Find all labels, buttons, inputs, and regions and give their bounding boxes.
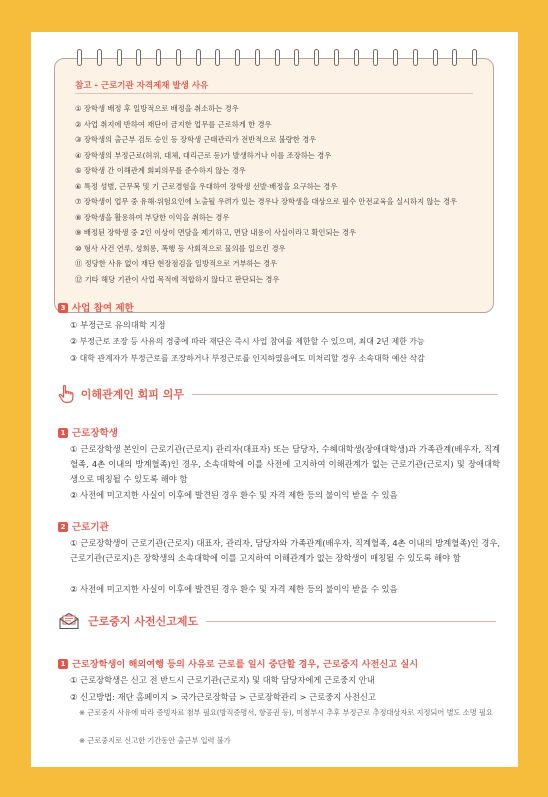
note-item: ⑫ 기타 해당 기관이 사업 목적에 적합하지 않다고 판단되는 경우 [75, 274, 280, 284]
binder-rings [77, 49, 477, 69]
binder-ring-icon [156, 49, 161, 66]
number-badge: 1 [58, 428, 68, 438]
suspend-section-title: 근로중지 사전신고제도 [88, 615, 199, 628]
binder-ring-icon [373, 49, 378, 66]
suspend-section-header [58, 612, 498, 630]
note-item: ⑧ 장학생을 활용하여 부당한 이익을 취하는 경우 [75, 212, 230, 222]
note-item: ② 사업 취지에 반하여 재단이 금지한 업무를 근로하게 한 경우 [75, 119, 272, 129]
binder-ring-icon [97, 49, 102, 66]
work-org-label: 근로기관 [72, 522, 109, 533]
note-divider [75, 93, 473, 94]
binder-ring-icon [393, 49, 398, 66]
suspend-subtitle-label: 근로장학생이 해외여행 등의 사유로 근로를 일시 중단할 경우, 근로중지 사전신고 실시 [72, 659, 419, 670]
binder-ring-icon [117, 49, 122, 66]
binder-ring-icon [255, 49, 260, 66]
note-item: ① 장학생 배정 후 일방적으로 배정을 취소하는 경우 [75, 104, 239, 113]
number-badge: 1 [58, 659, 68, 669]
work-student-subtitle [58, 425, 118, 439]
note-list [75, 101, 480, 287]
binder-ring-icon [235, 49, 240, 66]
participation-item: ① 부정근로 유의대학 지정 [70, 320, 166, 330]
note-item: ⑨ 배정된 장학생 중 2인 이상이 면담을 제기하고, 면담 내용이 사실이라고 확인되는 경우 [75, 228, 356, 237]
binder-ring-icon [176, 49, 181, 66]
binder-ring-icon [215, 49, 220, 66]
binder-ring-icon [452, 49, 457, 66]
work-org-item: ② 사전에 미고지한 사실이 이후에 발견된 경우 환수 및 자격 제한 등의 불이익 받을 수 있음 [70, 584, 398, 594]
note-title: 참고 - 근로기관 자격제재 발생 사유 [75, 81, 209, 91]
binder-ring-icon [413, 49, 418, 66]
note-item: ⑪ 정당한 사유 없이 재단 현장점검을 일방적으로 거부하는 경우 [75, 259, 278, 268]
binder-ring-icon [77, 49, 82, 66]
section-rule [192, 394, 498, 395]
work-student-label: 근로장학생 [72, 428, 118, 439]
participation-limit-title [58, 300, 134, 314]
note-item: ⑤ 장학생 간 이해관계 회피의무를 준수하지 않는 경우 [75, 166, 246, 175]
suspend-item: ② 신고방법: 재단 홈페이지 > 국가근로장학금 > 근로장학관리 > 근로중지 사전신고 [70, 692, 376, 702]
binder-ring-icon [314, 49, 319, 66]
reference-note-card [54, 58, 494, 313]
document-page [31, 32, 518, 767]
binder-ring-icon [294, 49, 299, 66]
binder-ring-icon [196, 49, 201, 66]
binder-ring-icon [472, 49, 477, 66]
number-badge: 3 [58, 303, 68, 313]
suspend-footnote: ※ 근로중지로 신고한 기간동안 출근부 입력 불가 [79, 736, 231, 745]
note-item: ④ 장학생의 부정근로(허위, 대체, 대리근로 등)가 발생하거나 이를 조장하는 경우 [75, 150, 332, 160]
note-item: ③ 장학생의 출근부 검토 승인 등 장학생 근태관리가 전반적으로 불량한 경우 [75, 135, 317, 144]
note-item: ⑩ 형사 사건 연루, 성희롱, 폭행 등 사회적으로 물의를 일으킨 경우 [75, 243, 286, 253]
binder-ring-icon [354, 49, 359, 66]
note-item: ⑥ 특정 성별, 근무복 및 기 근로경험을 우대하여 장학생 선발·배정을 요구하는 경우 [75, 181, 338, 191]
binder-ring-icon [136, 49, 141, 66]
work-student-item: ② 사전에 미고지한 사실이 이후에 발견된 경우 환수 및 자격 제한 등의 불이익 받을 수 있음 [70, 490, 398, 500]
participation-item: ③ 대학 관계자가 부정근로를 조장하거나 부정근로를 인지하였음에도 미처리할 경우 소속대학 예산 삭감 [70, 354, 425, 363]
work-student-item: ① 근로장학생 본인이 근로기관(근로지) 관리자(대표자) 또는 담당자, 수혜대학생(장애대학생)과 가족관계(배우자, 직계혈족, 4촌 이내의 방계혈족)인 경우, 소속대학에 이를 사전에 고지하여 이해관계가 없는 근로기관(근로지) 및 장애대학생으로 매칭될 수 있도록 해야 함 [70, 444, 500, 484]
binder-ring-icon [275, 49, 280, 66]
participation-limit-label: 사업 참여 제한 [72, 303, 134, 314]
work-org-item: ① 근로장학생이 근로기관(근로지) 대표자, 관리자, 담당자와 가족관계(배우자, 직계혈족, 4촌 이내의 방계혈족)인 경우, 근로기관(근로지)은 장학생의 소속대학에 이를 고지하여 이해관계가 없는 장학생이 매칭될 수 있도록 해야 함 [70, 538, 500, 563]
suspend-footnote: ※ 근로중지 사유에 따라 증빙자료 첨부 필요(방직증명서, 항공권 등), 미첨부시 추후 부정근로 추정대상자로 지정되어 별도 소명 필요 [79, 708, 493, 717]
section-rule [206, 621, 496, 622]
work-org-subtitle [58, 519, 109, 533]
binder-ring-icon [433, 49, 438, 66]
envelope-icon [58, 612, 80, 630]
number-badge: 2 [58, 522, 68, 532]
binder-ring-icon [334, 49, 339, 66]
hand-pointer-icon [58, 384, 75, 404]
conflict-section-header [58, 384, 498, 404]
suspend-item: ① 근로장학생은 신고 전 반드시 근로기관(근로지) 및 대학 담당자에게 근로중지 안내 [70, 675, 375, 685]
conflict-section-title: 이해관계인 회피 의무 [80, 388, 184, 401]
participation-item: ② 부정근로 조장 등 사유의 경중에 따라 재단은 즉시 사업 참여를 제한할 수 있으며, 최대 2년 제한 가능 [70, 337, 425, 346]
note-item: ⑦ 장학생이 업무 중 유해·위험요인에 노출될 우려가 있는 경우나 장학생을 대상으로 필수 안전교육을 실시하지 않는 경우 [75, 197, 457, 206]
suspend-subtitle [58, 656, 418, 670]
